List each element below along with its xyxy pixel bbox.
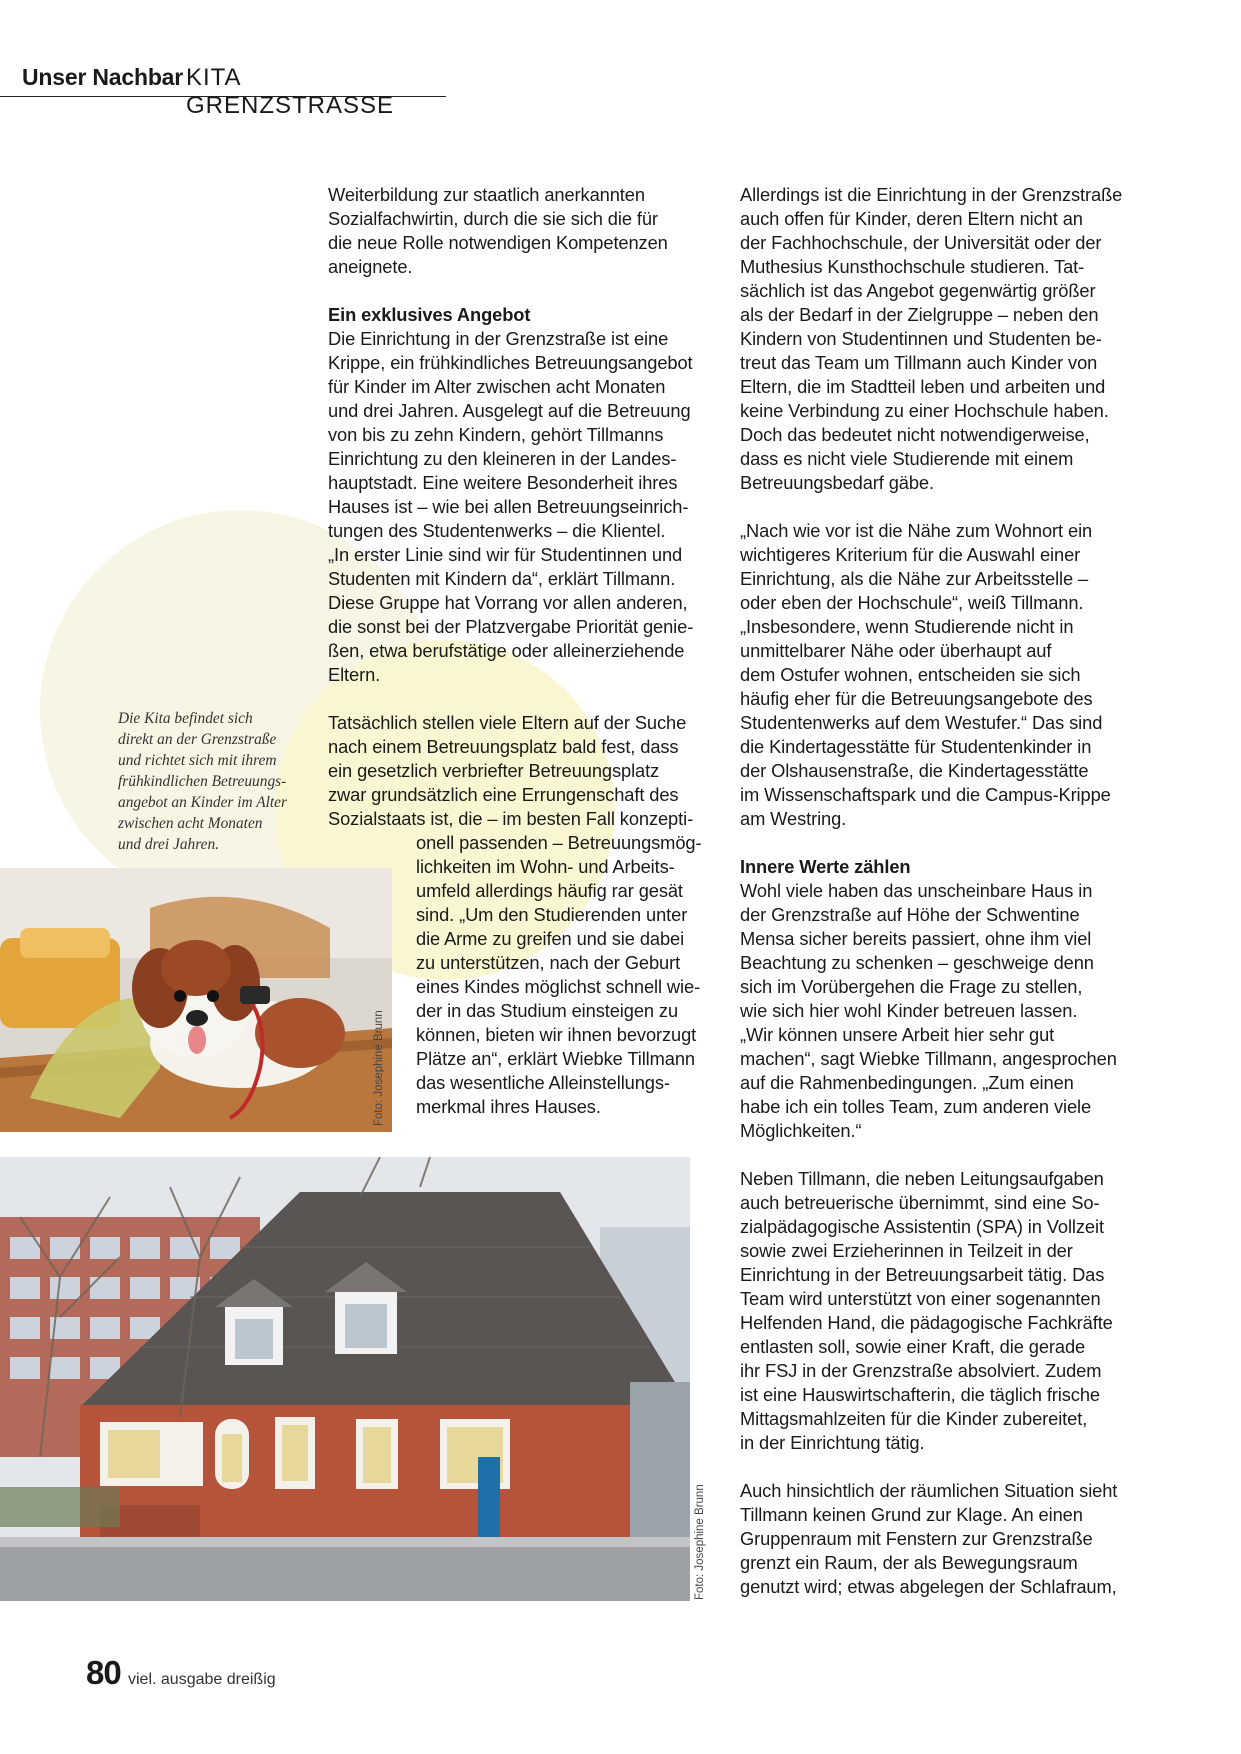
- text-line: der Fachhochschule, der Universität oder der: [740, 232, 1102, 253]
- text-line: auf die Rahmenbedingungen. „Zum einen: [740, 1072, 1074, 1093]
- text-line: Allerdings ist die Einrichtung in der Grenzstraße: [740, 184, 1123, 205]
- text-line: aneignete.: [328, 256, 413, 277]
- header-section-title: KITA GRENZSTRASSE: [186, 64, 395, 119]
- text-line: Plätze an“, erklärt Wiebke Tillmann: [416, 1048, 695, 1069]
- text-line: zwischen acht Monaten: [118, 815, 263, 832]
- text-line: Eltern.: [328, 664, 381, 685]
- header-brand: Unser Nachbar: [22, 64, 184, 90]
- text-line: zialpädagogische Assistentin (SPA) in Vollzeit: [740, 1216, 1104, 1237]
- text-line: Muthesius Kunsthochschule studieren. Tat-: [740, 256, 1085, 277]
- text-line: Doch das bedeutet nicht notwendigerweise,: [740, 424, 1090, 445]
- text-line: zu unterstützen, nach der Geburt: [416, 952, 681, 973]
- text-line: „Insbesondere, wenn Studierende nicht in: [740, 616, 1074, 637]
- paragraph: [328, 711, 701, 831]
- text-line: zwar grundsätzlich eine Errungenschaft des: [328, 784, 679, 805]
- photo-credit: Foto: Josephine Brunn: [694, 1484, 706, 1600]
- page-header: [0, 62, 446, 119]
- text-line: dass es nicht viele Studierende mit einem: [740, 448, 1074, 469]
- text-line: Einrichtung in der Betreuungsarbeit tätig. Das: [740, 1264, 1105, 1285]
- text-line: lichkeiten im Wohn- und Arbeits-: [416, 856, 675, 877]
- text-line: Einrichtung, als die Nähe zur Arbeitsstelle –: [740, 568, 1089, 589]
- text-line: sind. „Um den Studierenden unter: [416, 904, 688, 925]
- text-line: wie sich hier wohl Kinder betreuen lassen.: [740, 1000, 1078, 1021]
- text-line: in der Einrichtung tätig.: [740, 1432, 925, 1453]
- page-number: 80: [86, 1654, 121, 1691]
- text-line: Die Einrichtung in der Grenzstraße ist eine: [328, 328, 669, 349]
- text-line: hauptstadt. Eine weitere Besonderheit ihres: [328, 472, 678, 493]
- text-line: Hauses ist – wie bei allen Betreuungseinrich-: [328, 496, 689, 517]
- brick-house-photo: [0, 1157, 690, 1601]
- text-line: Einrichtung zu den kleineren in der Landes-: [328, 448, 677, 469]
- text-line: Krippe, ein frühkindliches Betreuungsangebot: [328, 352, 693, 373]
- text-line: die neue Rolle notwendigen Kompetenzen: [328, 232, 668, 253]
- text-line: Tatsächlich stellen viele Eltern auf der Suche: [328, 712, 687, 733]
- plush-dog-photo: [0, 868, 392, 1132]
- text-line: die sonst bei der Platzvergabe Priorität genie-: [328, 616, 694, 637]
- paragraph: [740, 183, 1122, 495]
- text-line: Wohl viele haben das unscheinbare Haus in: [740, 880, 1093, 901]
- text-line: nach einem Betreuungsplatz bald fest, dass: [328, 736, 679, 757]
- text-line: Betreuungsbedarf gäbe.: [740, 472, 934, 493]
- text-line: ist eine Hauswirtschafterin, die täglich frische: [740, 1384, 1100, 1405]
- text-line: genutzt wird; etwas abgelegen der Schlafraum,: [740, 1576, 1117, 1597]
- text-line: Mensa sicher bereits passiert, ohne ihm viel: [740, 928, 1092, 949]
- text-line: umfeld allerdings häufig rar gesät: [416, 880, 683, 901]
- text-line: der Grenzstraße auf Höhe der Schwentine: [740, 904, 1080, 925]
- text-line: als der Bedarf in der Zielgruppe – neben den: [740, 304, 1099, 325]
- text-line: direkt an der Grenzstraße: [118, 731, 277, 748]
- text-line: tungen des Studentenwerks – die Klientel.: [328, 520, 666, 541]
- paragraph: [740, 1167, 1122, 1455]
- subheading: Ein exklusives Angebot: [328, 304, 531, 325]
- brick-house-illustration: [0, 1157, 690, 1601]
- plush-dog-illustration: [0, 868, 392, 1132]
- text-line: der Olshausenstraße, die Kindertagesstätte: [740, 760, 1089, 781]
- text-line: können, bieten wir ihnen bevorzugt: [416, 1024, 697, 1045]
- text-line: Auch hinsichtlich der räumlichen Situation sieht: [740, 1480, 1118, 1501]
- text-line: entlasten soll, sowie einer Kraft, die gerade: [740, 1336, 1086, 1357]
- text-line: Studentenwerks auf dem Westufer.“ Das sind: [740, 712, 1103, 733]
- text-line: oder eben der Hochschule“, weiß Tillmann.: [740, 592, 1084, 613]
- text-line: Sozialstaats ist, die – im besten Fall konzepti-: [328, 808, 694, 829]
- text-line: ein gesetzlich verbriefter Betreuungsplatz: [328, 760, 660, 781]
- text-line: Tillmann keinen Grund zur Klage. An einen: [740, 1504, 1083, 1525]
- text-line: Möglichkeiten.“: [740, 1120, 862, 1141]
- text-line: habe ich ein tolles Team, zum anderen viele: [740, 1096, 1092, 1117]
- text-line: onell passenden – Betreuungsmög-: [416, 832, 702, 853]
- text-line: Helfenden Hand, die pädagogische Fachkräfte: [740, 1312, 1113, 1333]
- text-line: ihr FSJ in der Grenzstraße absolviert. Zudem: [740, 1360, 1102, 1381]
- text-line: Die Kita befindet sich: [118, 710, 253, 727]
- paragraph: [740, 519, 1122, 831]
- text-line: grenzt ein Raum, der als Bewegungsraum: [740, 1552, 1078, 1573]
- text-line: sowie zwei Erzieherinnen in Teilzeit in der: [740, 1240, 1073, 1261]
- text-line: und drei Jahren. Ausgelegt auf die Betreuung: [328, 400, 691, 421]
- text-line: das wesentliche Alleinstellungs-: [416, 1072, 670, 1093]
- text-line: angebot an Kinder im Alter: [118, 794, 288, 811]
- publication-name: viel. ausgabe dreißig: [128, 1671, 276, 1688]
- text-line: Weiterbildung zur staatlich anerkannten: [328, 184, 645, 205]
- paragraph: [328, 183, 701, 279]
- text-line: der in das Studium einsteigen zu: [416, 1000, 679, 1021]
- text-line: wichtigeres Kriterium für die Auswahl einer: [740, 544, 1081, 565]
- text-line: frühkindlichen Betreuungs-: [118, 773, 287, 790]
- subheading: Innere Werte zählen: [740, 856, 911, 877]
- text-line: sächlich ist das Angebot gegenwärtig größer: [740, 280, 1096, 301]
- text-line: Mittagsmahlzeiten für die Kinder zubereitet,: [740, 1408, 1088, 1429]
- text-line: treut das Team um Tillmann auch Kinder von: [740, 352, 1098, 373]
- photo-caption: [118, 708, 287, 855]
- text-line: sich im Vorübergehen die Frage zu stellen,: [740, 976, 1083, 997]
- text-line: für Kinder im Alter zwischen acht Monaten: [328, 376, 666, 397]
- paragraph: [740, 879, 1122, 1143]
- text-line: und richtet sich mit ihrem: [118, 752, 277, 769]
- text-line: häufig eher für die Betreuungsangebote des: [740, 688, 1093, 709]
- text-line: auch betreuerische übernimmt, sind eine So-: [740, 1192, 1100, 1213]
- text-line: Kindern von Studentinnen und Studenten be-: [740, 328, 1102, 349]
- text-line: Team wird unterstützt von einer sogenannten: [740, 1288, 1101, 1309]
- paragraph: [328, 327, 701, 687]
- article-column-2: [740, 183, 1122, 1599]
- paragraph: [740, 1479, 1122, 1599]
- text-line: „In erster Linie sind wir für Studentinnen und: [328, 544, 683, 565]
- text-line: eines Kindes möglichst schnell wie-: [416, 976, 701, 997]
- text-line: „Wir können unsere Arbeit hier sehr gut: [740, 1024, 1055, 1045]
- text-line: Beachtung zu schenken – geschweige denn: [740, 952, 1094, 973]
- text-line: Neben Tillmann, die neben Leitungsaufgaben: [740, 1168, 1104, 1189]
- text-line: Gruppenraum mit Fenstern zur Grenzstraße: [740, 1528, 1093, 1549]
- text-line: machen“, sagt Wiebke Tillmann, angesprochen: [740, 1048, 1117, 1069]
- text-line: die Kindertagesstätte für Studentenkinder in: [740, 736, 1092, 757]
- text-line: ßen, etwa berufstätige oder alleinerziehende: [328, 640, 685, 661]
- text-line: dem Ostufer wohnen, entscheiden sie sich: [740, 664, 1081, 685]
- text-line: Diese Gruppe hat Vorrang vor allen anderen,: [328, 592, 688, 613]
- text-line: „Nach wie vor ist die Nähe zum Wohnort ein: [740, 520, 1093, 541]
- text-line: die Arme zu greifen und sie dabei: [416, 928, 685, 949]
- text-line: unmittelbarer Nähe oder überhaupt auf: [740, 640, 1052, 661]
- text-line: am Westring.: [740, 808, 847, 829]
- text-line: auch offen für Kinder, deren Eltern nicht an: [740, 208, 1083, 229]
- text-line: merkmal ihres Hauses.: [416, 1096, 601, 1117]
- text-line: Sozialfachwirtin, durch die sie sich die für: [328, 208, 658, 229]
- text-line: Studenten mit Kindern da“, erklärt Tillmann.: [328, 568, 676, 589]
- text-line: im Wissenschaftspark und die Campus-Krippe: [740, 784, 1111, 805]
- text-line: von bis zu zehn Kindern, gehört Tillmanns: [328, 424, 664, 445]
- text-line: keine Verbindung zu einer Hochschule haben.: [740, 400, 1109, 421]
- text-line: Eltern, die im Stadtteil leben und arbeiten und: [740, 376, 1106, 397]
- text-line: und drei Jahren.: [118, 836, 220, 853]
- photo-credit: Foto: Josephine Brunn: [373, 1010, 385, 1126]
